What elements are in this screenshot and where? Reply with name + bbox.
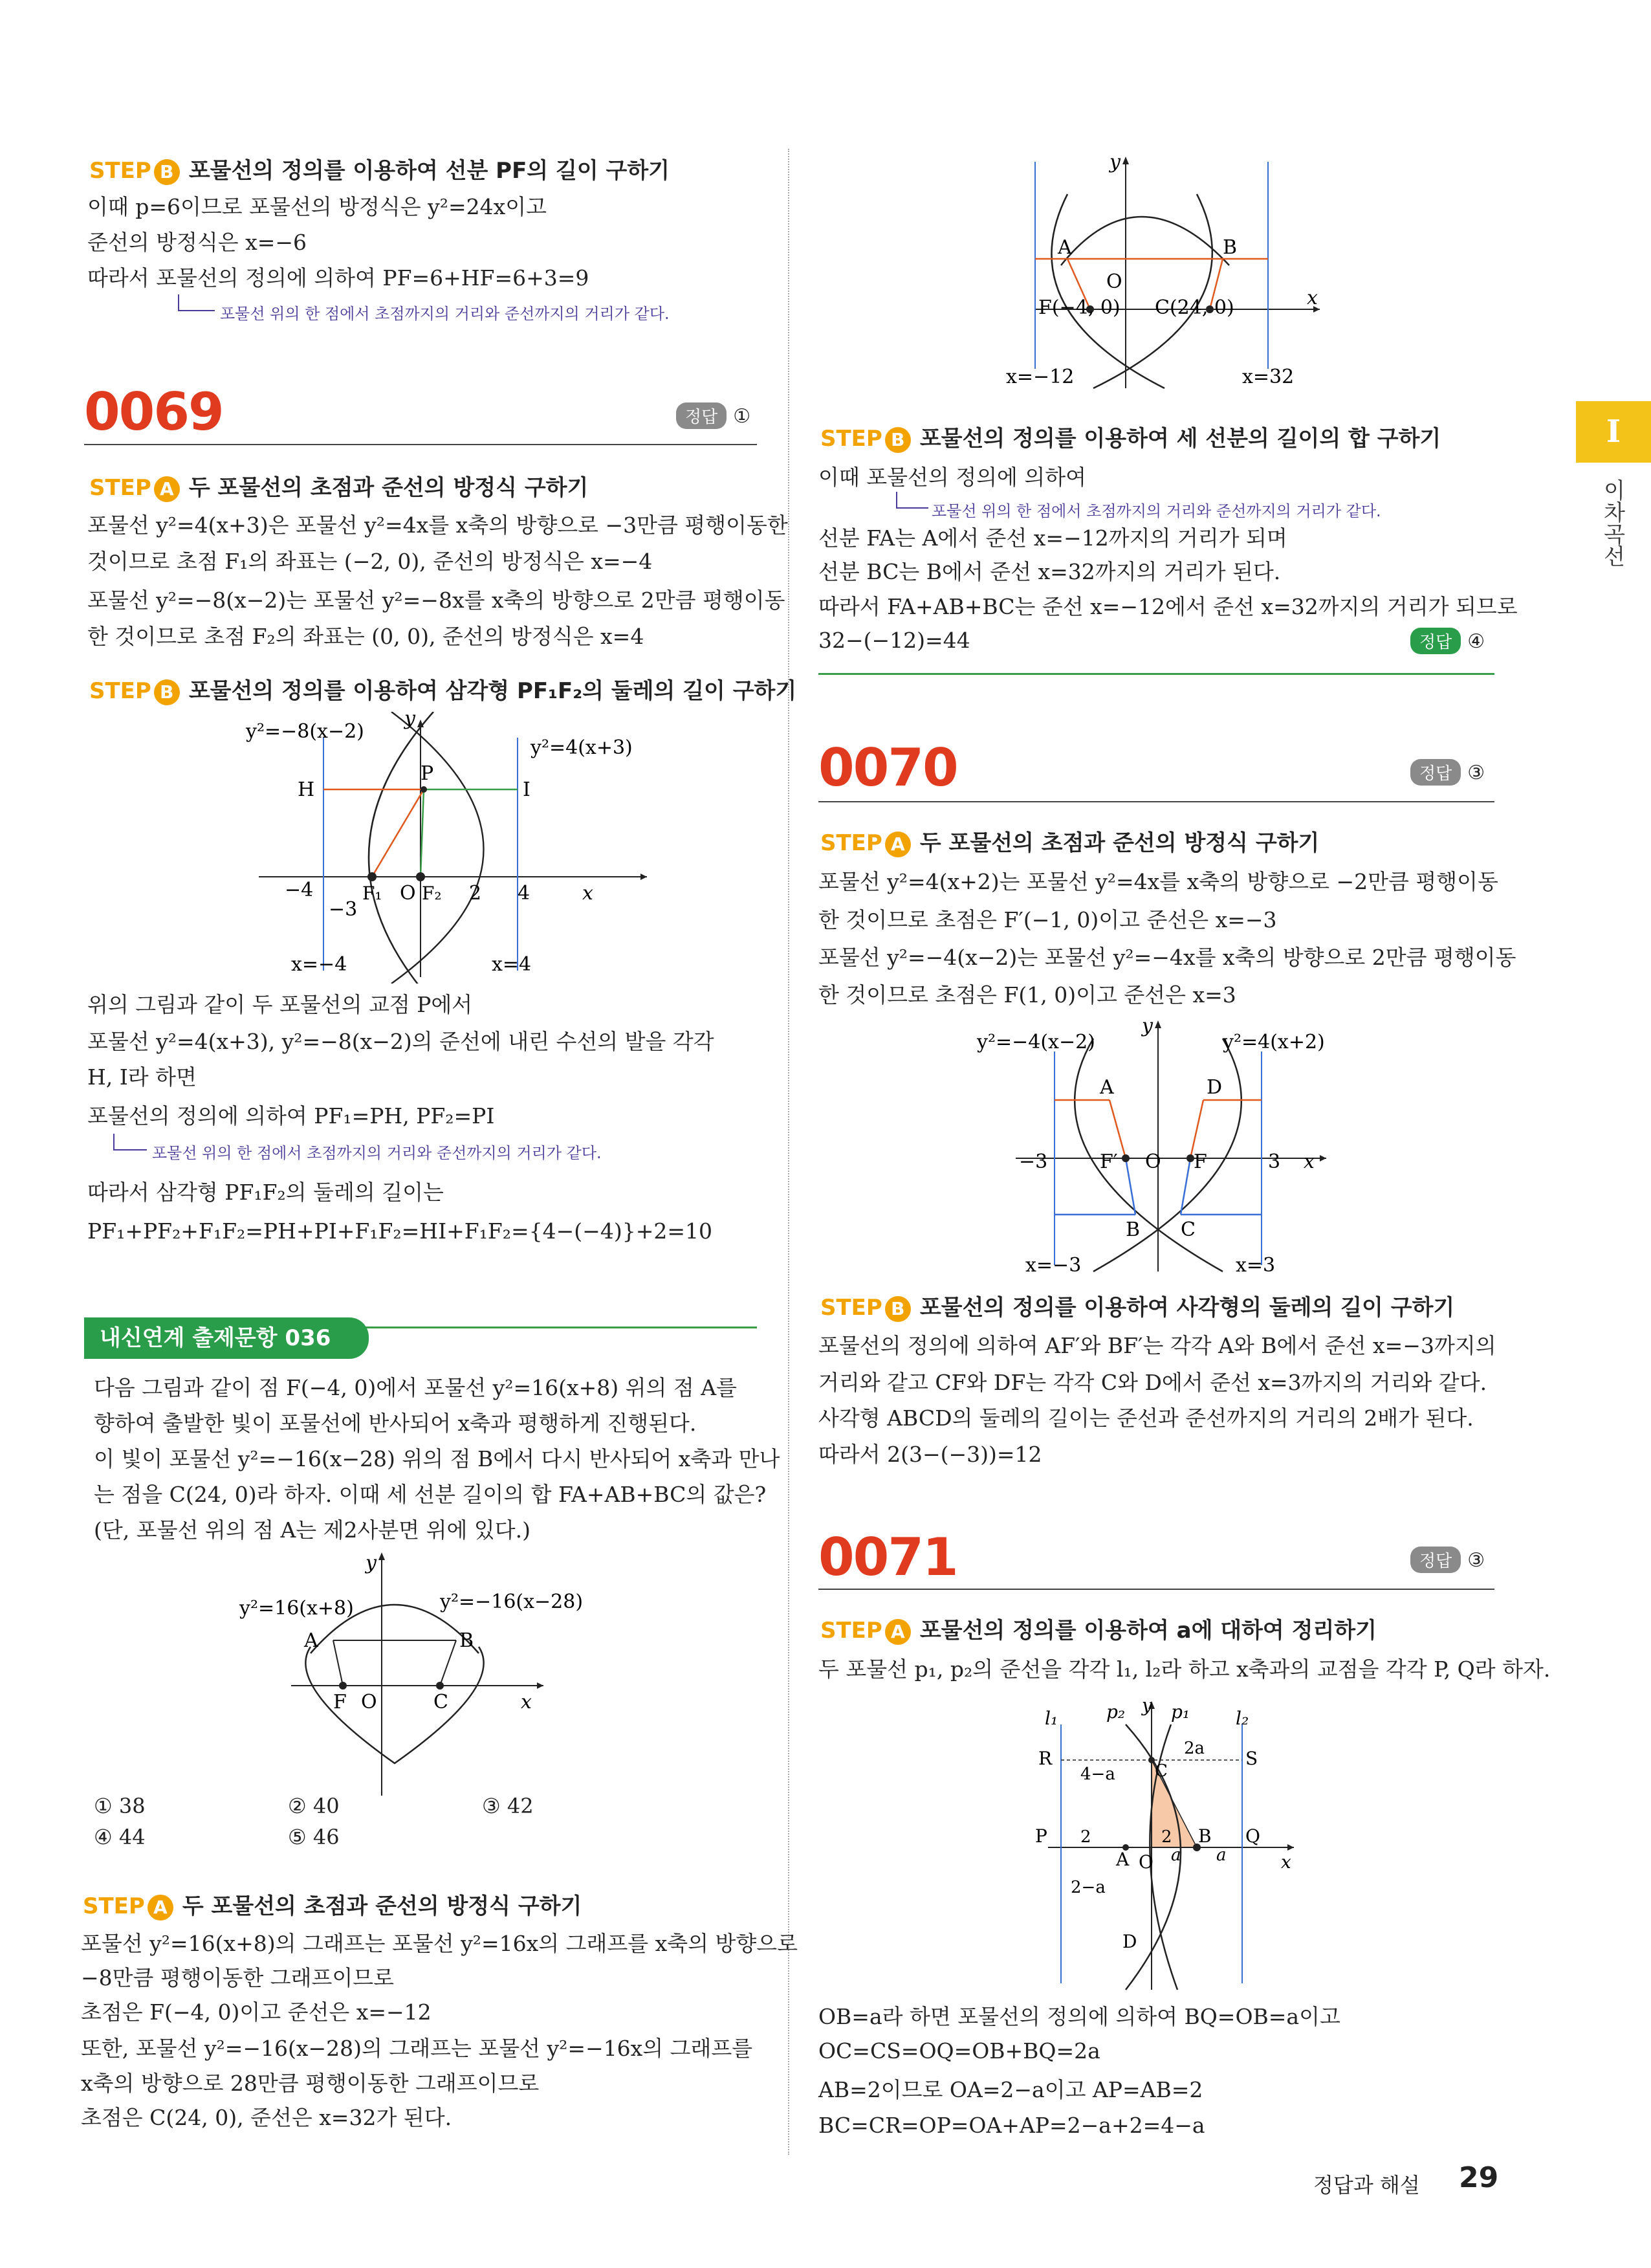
text-line: 포물선 y²=4(x+3)은 포물선 y²=4x를 x축의 방향으로 −3만큼 평행이동한 (87, 512, 788, 538)
note-arrow (896, 492, 928, 509)
step-label: STEP (89, 158, 151, 184)
point-a-label: A (1116, 1849, 1130, 1870)
text-line: 선분 FA는 A에서 준선 x=−12까지의 거리가 되며 (818, 525, 1287, 551)
step-label: STEP (820, 426, 882, 452)
step-label: STEP (820, 830, 882, 856)
point-c-label: C (1181, 1218, 1196, 1241)
point-d-label: D (1207, 1076, 1223, 1099)
choice-2[interactable]: ② 40 (288, 1794, 340, 1818)
length-label: a (1171, 1845, 1181, 1865)
problem-line: 이 빛이 포물선 y²=−16(x−28) 위의 점 B에서 다시 반사되어 x축과 만나 (94, 1446, 780, 1471)
text-line: 초점은 C(24, 0), 준선은 x=32가 된다. (81, 2105, 452, 2130)
tick-label: −3 (1019, 1151, 1048, 1173)
curve-p1-label: p₁ (1171, 1701, 1190, 1723)
point-h-label: H (298, 778, 315, 801)
step-label: STEP (89, 475, 151, 501)
step-label: STEP (820, 1295, 882, 1321)
answer-value: ③ (1467, 762, 1485, 784)
label-curve-1: y²=−4(x−2) (977, 1031, 1095, 1053)
step-a-header (820, 1613, 1377, 1645)
text-line: 초점은 F(−4, 0)이고 준선은 x=−12 (81, 1999, 432, 2025)
figure-0069-parabolas (194, 712, 660, 984)
label-curve-2: y²=4(x+2) (1223, 1031, 1325, 1053)
footer-label: 정답과 해설 (1313, 2173, 1420, 2197)
point-i-label: I (523, 778, 530, 801)
point-b-label: B (1126, 1218, 1141, 1241)
length-label: 2 (1080, 1827, 1091, 1847)
origin-label: O (1145, 1151, 1161, 1173)
point-f-label: F (1194, 1151, 1207, 1173)
text-line: 따라서 삼각형 PF₁F₂의 둘레의 길이는 (87, 1180, 444, 1205)
definition-note: 포물선 위의 한 점에서 초점까지의 거리와 준선까지의 거리가 같다. (220, 305, 670, 323)
answer-label: 정답 (676, 402, 727, 429)
axis-x-label: x (582, 882, 593, 905)
text-line: 이때 포물선의 정의에 의하여 (818, 465, 1087, 490)
naesin-banner: 내신연계 출제문항 036 (84, 1317, 369, 1359)
point-s-label: S (1245, 1748, 1258, 1769)
point-b-label: B (1223, 236, 1238, 259)
step-badge: A (154, 476, 180, 502)
axis-x-label: x (1307, 287, 1318, 309)
step-title: 포물선의 정의를 이용하여 세 선분의 길이의 합 구하기 (919, 426, 1441, 452)
step-title: 포물선의 정의를 이용하여 선분 PF의 길이 구하기 (188, 158, 670, 184)
naesin-end-rule (818, 673, 1494, 675)
note-arrow (113, 1134, 147, 1151)
text-line: 한 것이므로 초점은 F′(−1, 0)이고 준선은 x=−3 (818, 907, 1277, 932)
point-f-label: F (333, 1691, 347, 1713)
choice-5[interactable]: ⑤ 46 (288, 1825, 340, 1849)
point-f-label: F(−4, 0) (1038, 296, 1121, 319)
point-p-label: P (1035, 1825, 1047, 1847)
text-line: 한 것이므로 초점은 F(1, 0)이고 준선은 x=3 (818, 982, 1236, 1007)
point-d-label: D (1122, 1931, 1137, 1952)
problem-line: (단, 포물선 위의 점 A는 제2사분면 위에 있다.) (94, 1517, 531, 1543)
step-b-header (89, 673, 796, 705)
point-f2-label: F₂ (422, 883, 442, 904)
directrix-label: x=32 (1242, 366, 1295, 388)
text-line: 32−(−12)=44 (818, 628, 970, 653)
step-label: STEP (83, 1893, 145, 1919)
step-label: STEP (820, 1618, 882, 1644)
label-curve-1: y²=16(x+8) (239, 1597, 354, 1620)
answer-badge (1410, 759, 1485, 786)
directrix-l1-label: l₁ (1045, 1708, 1058, 1729)
point-a-label: A (1100, 1076, 1114, 1099)
point-b-label: B (1198, 1825, 1212, 1847)
problem-line: 다음 그림과 같이 점 F(−4, 0)에서 포물선 y²=16(x+8) 위의 점 A를 (94, 1375, 737, 1400)
axis-y-label: y (366, 1552, 377, 1574)
step-badge: A (148, 1895, 173, 1921)
text-line: 포물선 y²=−8(x−2)는 포물선 y²=−8x를 x축의 방향으로 2만큼 평행이동 (87, 588, 785, 613)
text-line: 포물선 y²=16(x+8)의 그래프는 포물선 y²=16x의 그래프를 x축의 방향으로 (81, 1931, 798, 1956)
problem-line: 는 점을 C(24, 0)라 하자. 이때 세 선분 길이의 합 FA+AB+BC의 값은? (94, 1482, 767, 1507)
label-curve-2: y²=4(x+3) (530, 736, 633, 759)
section-rule (818, 1589, 1494, 1590)
text-line: x축의 방향으로 28만큼 평행이동한 그래프이므로 (81, 2071, 540, 2096)
text-line: 따라서 FA+AB+BC는 준선 x=−12에서 준선 x=32까지의 거리가 되므로 (818, 594, 1518, 619)
length-label: 4−a (1080, 1765, 1115, 1784)
text-line: 것이므로 초점 F₁의 좌표는 (−2, 0), 준선의 방정식은 x=−4 (87, 549, 653, 574)
step-badge: A (885, 1619, 911, 1645)
text-line: 한 것이므로 초점 F₂의 좌표는 (0, 0), 준선의 방정식은 x=4 (87, 624, 644, 649)
text-line: 또한, 포물선 y²=−16(x−28)의 그래프는 포물선 y²=−16x의 그래프를 (81, 2036, 753, 2061)
text-line: 위의 그림과 같이 두 포물선의 교점 P에서 (87, 992, 473, 1017)
step-b-header (820, 421, 1441, 453)
text-line: 포물선의 정의에 의하여 PF₁=PH, PF₂=PI (87, 1103, 495, 1128)
step-b-header (89, 153, 670, 185)
definition-note: 포물선 위의 한 점에서 초점까지의 거리와 준선까지의 거리가 같다. (152, 1144, 602, 1162)
step-badge: B (885, 427, 911, 453)
origin-label: O (361, 1691, 377, 1713)
step-badge: B (885, 1296, 911, 1322)
label-curve-2: y²=−16(x−28) (440, 1591, 584, 1613)
text-line: OC=CS=OQ=OB+BQ=2a (818, 2038, 1100, 2064)
directrix-label: x=−12 (1006, 366, 1075, 388)
text-line: 준선의 방정식은 x=−6 (87, 230, 307, 255)
origin-label: O (1106, 270, 1122, 293)
point-b-label: B (459, 1629, 474, 1652)
note-arrow (178, 294, 215, 311)
problem-number: 0070 (818, 738, 957, 798)
text-line: 따라서 포물선의 정의에 의하여 PF=6+HF=6+3=9 (87, 265, 589, 291)
tick-label: −3 (329, 898, 358, 921)
step-title: 포물선의 정의를 이용하여 삼각형 PF₁F₂의 둘레의 길이 구하기 (188, 678, 797, 704)
length-label: 2−a (1071, 1878, 1106, 1897)
text-line: −8만큼 평행이동한 그래프이므로 (81, 1965, 395, 1990)
origin-label: O (400, 882, 416, 905)
point-fprime-label: F′ (1100, 1151, 1118, 1173)
answer-badge (1410, 628, 1485, 654)
text-line: 포물선 y²=−4(x−2)는 포물선 y²=−4x를 x축의 방향으로 2만큼 평행이동 (818, 945, 1516, 970)
axis-y-label: y (1110, 151, 1121, 173)
step-badge: B (154, 159, 180, 185)
definition-note: 포물선 위의 한 점에서 초점까지의 거리와 준선까지의 거리가 같다. (932, 502, 1381, 520)
length-label: 2a (1184, 1739, 1205, 1758)
choice-1[interactable]: ① 38 (94, 1794, 146, 1818)
answer-value: ④ (1467, 630, 1485, 653)
figure-0070-parabolas (964, 1013, 1365, 1284)
column-divider (788, 149, 789, 2155)
text-line: AB=2이므로 OA=2−a이고 AP=AB=2 (818, 2077, 1203, 2102)
step-label: STEP (89, 678, 151, 704)
problem-line: 향하여 출발한 빛이 포물선에 반사되어 x축과 평행하게 진행된다. (94, 1411, 697, 1436)
step-badge: B (154, 679, 180, 705)
point-c-label: C (1155, 1761, 1168, 1781)
axis-y-label: y (1142, 1015, 1153, 1037)
problem-number: 0071 (818, 1527, 957, 1587)
step-title: 두 포물선의 초점과 준선의 방정식 구하기 (188, 475, 589, 501)
text-line: OB=a라 하면 포물선의 정의에 의하여 BQ=OB=a이고 (818, 2004, 1340, 2029)
axis-x-label: x (1281, 1851, 1291, 1873)
length-label: a (1216, 1845, 1227, 1865)
directrix-label: x=3 (1236, 1254, 1276, 1277)
directrix-label: x=−3 (1025, 1254, 1082, 1277)
axis-y-label: y (1142, 1699, 1152, 1716)
point-f1-label: F₁ (362, 883, 382, 904)
text-line: 포물선 y²=4(x+3), y²=−8(x−2)의 준선에 내린 수선의 발을 각각 (87, 1029, 714, 1054)
axis-x-label: x (1304, 1151, 1315, 1173)
step-title: 포물선의 정의를 이용하여 a에 대하여 정리하기 (919, 1618, 1377, 1644)
section-rule (818, 801, 1494, 802)
point-a-label: A (1058, 236, 1072, 259)
answer-label: 정답 (1410, 759, 1461, 786)
text-line: 사각형 ABCD의 둘레의 길이는 준선과 준선까지의 거리의 2배가 된다. (818, 1405, 1474, 1431)
figure-036-problem (233, 1550, 621, 1802)
tick-label: 4 (518, 882, 530, 905)
step-a-header (820, 825, 1319, 857)
point-p-label: P (421, 762, 434, 785)
choice-4[interactable]: ④ 44 (94, 1825, 146, 1849)
step-title: 두 포물선의 초점과 준선의 방정식 구하기 (182, 1893, 582, 1919)
text-line: 따라서 2(3−(−3))=12 (818, 1442, 1042, 1467)
chapter-title: 이차곡선 (1599, 479, 1625, 567)
figure-036-solution (996, 149, 1359, 401)
text-line: 포물선 y²=4(x+2)는 포물선 y²=4x를 x축의 방향으로 −2만큼 평행이동 (818, 869, 1498, 894)
answer-badge (1410, 1547, 1485, 1573)
text-line: 두 포물선 p₁, p₂의 준선을 각각 l₁, l₂라 하고 x축과의 교점을 각각 P, Q라 하자. (818, 1657, 1551, 1682)
text-line: BC=CR=OP=OA+AP=2−a+2=4−a (818, 2113, 1205, 2138)
answer-label: 정답 (1410, 628, 1461, 654)
step-title: 포물선의 정의를 이용하여 사각형의 둘레의 길이 구하기 (919, 1295, 1455, 1321)
page-number: 29 (1459, 2161, 1499, 2194)
step-badge: A (885, 831, 911, 857)
step-a-header (89, 470, 588, 502)
problem-number: 0069 (84, 382, 223, 442)
curve-p2-label: p₂ (1106, 1701, 1126, 1723)
directrix-label: x=4 (492, 953, 532, 976)
section-rule (84, 444, 757, 445)
text-line: 포물선의 정의에 의하여 AF′와 BF′는 각각 A와 B에서 준선 x=−3까지의 (818, 1333, 1496, 1358)
tick-label: 3 (1268, 1151, 1281, 1173)
text-line: H, I라 하면 (87, 1064, 197, 1090)
figure-0071-parabolas (1009, 1699, 1320, 1993)
tick-label: −4 (285, 879, 314, 901)
chapter-tab[interactable]: I (1576, 401, 1651, 463)
origin-label: O (1139, 1851, 1154, 1873)
point-r-label: R (1038, 1748, 1053, 1769)
answer-label: 정답 (1410, 1547, 1461, 1573)
tick-label: 2 (469, 882, 482, 905)
choice-3[interactable]: ③ 42 (482, 1794, 534, 1818)
point-q-label: Q (1245, 1825, 1260, 1847)
text-line: 거리와 같고 CF와 DF는 각각 C와 D에서 준선 x=3까지의 거리와 같다. (818, 1370, 1487, 1395)
text-line: 선분 BC는 B에서 준선 x=32까지의 거리가 된다. (818, 559, 1281, 584)
point-c-label: C(24, 0) (1155, 296, 1234, 319)
answer-value: ① (733, 405, 751, 428)
axis-x-label: x (521, 1691, 532, 1713)
directrix-label: x=−4 (291, 953, 347, 976)
length-label: 2 (1161, 1827, 1172, 1847)
point-a-label: A (304, 1629, 318, 1652)
text-line: PF₁+PF₂+F₁F₂=PH+PI+F₁F₂=HI+F₁F₂={4−(−4)}+2=10 (87, 1218, 712, 1244)
directrix-l2-label: l₂ (1236, 1708, 1249, 1729)
answer-badge (676, 402, 750, 429)
answer-value: ③ (1467, 1549, 1485, 1572)
point-c-label: C (433, 1691, 448, 1713)
label-curve-1: y²=−8(x−2) (246, 720, 364, 743)
step-b-header (820, 1290, 1454, 1322)
axis-y-label: y (404, 712, 415, 730)
text-line: 이때 p=6이므로 포물선의 방정식은 y²=24x이고 (87, 194, 547, 219)
step-a-header (83, 1888, 582, 1921)
step-title: 두 포물선의 초점과 준선의 방정식 구하기 (919, 830, 1320, 856)
